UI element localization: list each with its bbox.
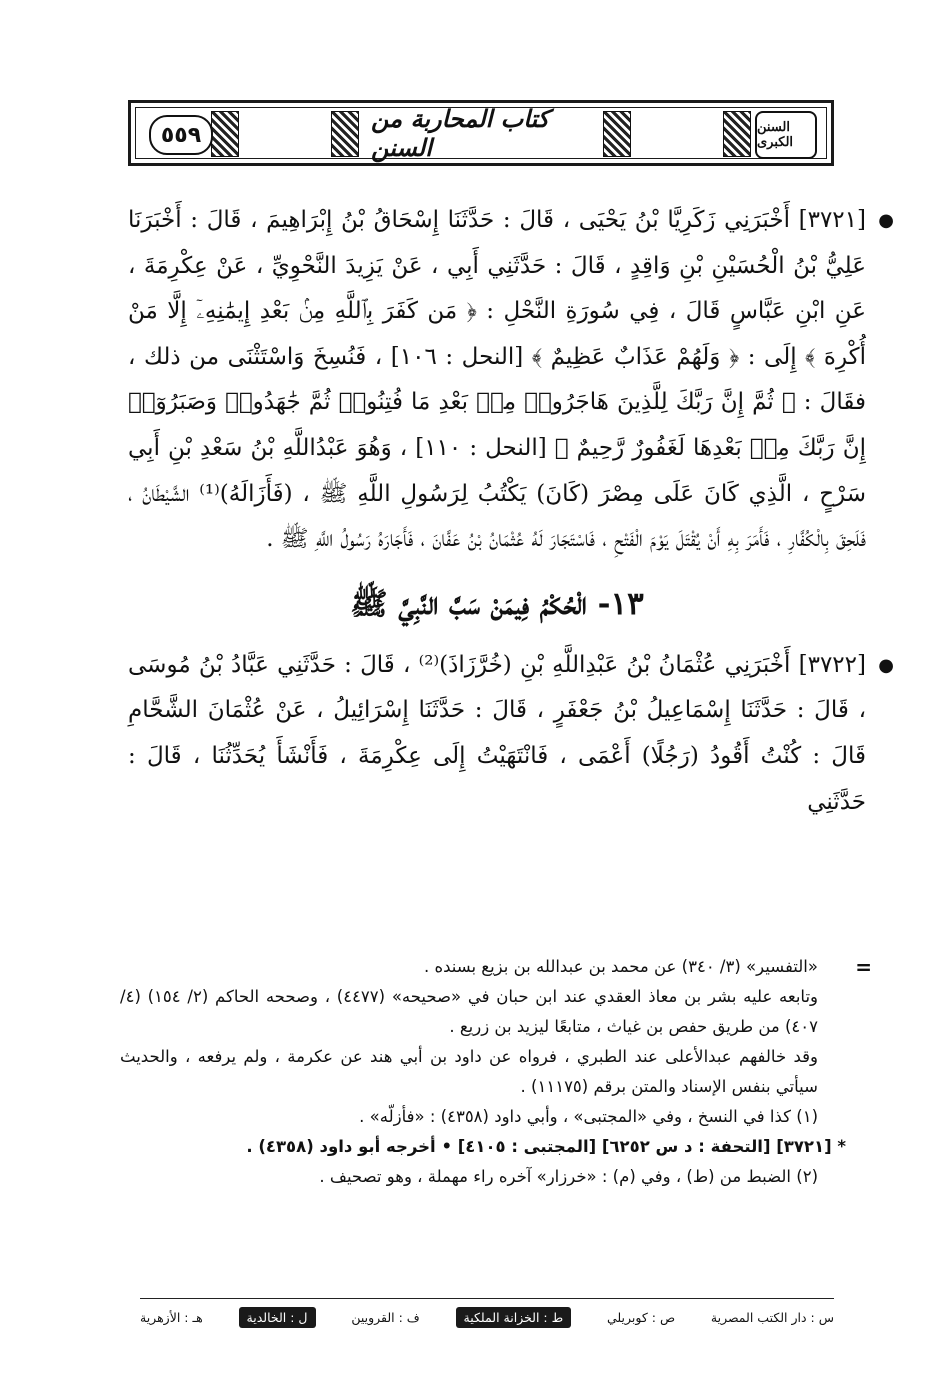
footnote-continuation xyxy=(120,952,872,982)
footnote-1: (١) كذا في النسخ ، وفي «المجتبى» ، وأبي داود (٤٣٥٨) : «فأزلّه» . xyxy=(359,1107,818,1126)
ornament-icon xyxy=(211,111,239,157)
takhrij-line: * [٣٧٢١] [التحفة : د س ٦٢٥٢] [المجتبى : ٤١٠٥] • أخرجه أبو داود (٤٣٥٨) . xyxy=(246,1137,846,1156)
book-emblem: السنن الكبرى xyxy=(755,111,817,159)
manuscript-key-item: هـ : الأزهرية xyxy=(140,1309,203,1325)
footnote-line-3: وقد خالفهم عبدالأعلى عند الطبري ، فرواه عن داود بن أبي هند عن عكرمة ، ولم يرفعه ، والحديث سيأتي بنفس الإسناد والمتن برقم (١١١٧٥) . xyxy=(120,1047,818,1096)
hadith-3722-text: [٣٧٢٢] أَخْبَرَنِي عُثْمَانُ بْنُ عَبْدِاللَّهِ بْنِ (خُرَّزَاذَ)⁽²⁾ ، قَالَ : حَدَّثَنِي عَبَّادُ بْنُ مُوسَى ، قَالَ : حَدَّثَنَا إِسْمَاعِيلُ بْنُ جَعْفَرٍ ، قَالَ : حَدَّثَنَا إِسْرَائِيلُ ، عَنْ عُثْمَانَ الشَّحَّامِ قَالَ : كُنْتُ أَقُودُ (رَجُلًا) أَعْمَى ، فَانْتَهَيْتُ إِلَى عِكْرِمَةَ ، فَأَنْشَأَ يُحَدِّثُنَا ، قَالَ : حَدَّثَنِي xyxy=(128,651,866,815)
footnote-line-2: وتابعه عليه بشر بن معاذ العقدي عند ابن حبان في «صحيحه» (٤٤٧٧) ، وصححه الحاكم (٢/ ١٥٤) (٤/ ٤٠٧) من طريق حفص بن غياث ، متابعًا ليزيد بن زريع . xyxy=(120,987,819,1036)
footer-rule xyxy=(140,1298,834,1299)
page-header xyxy=(128,100,834,166)
manuscript-key-item: س : دار الكتب المصرية xyxy=(710,1309,834,1325)
section-heading: ١٣- الْحُكْمُ فِيمَنْ سَبَّ النَّبِيَّ ﷺ xyxy=(350,585,644,622)
book-title: كتاب المحاربة من السنن xyxy=(371,104,550,162)
main-text xyxy=(128,198,894,825)
manuscript-key-item: ص : كوبريلي xyxy=(606,1309,676,1325)
manuscript-key-item: ف : القرويين xyxy=(351,1309,420,1325)
manuscript-key-item: ل : الخالدية xyxy=(239,1307,316,1328)
bullet-icon: ● xyxy=(878,654,894,676)
ornament-icon xyxy=(331,111,359,157)
manuscript-key-item: ط : الخزانة الملكية xyxy=(456,1307,572,1328)
hadith-3721 xyxy=(128,198,894,563)
continuation-mark: = xyxy=(855,955,872,979)
footnotes xyxy=(120,952,872,1192)
footnote-line-1: «التفسير» (٣/ ٣٤٠) عن محمد بن عبدالله بن بزيع بسنده . xyxy=(423,957,818,976)
ornament-icon xyxy=(603,111,631,157)
page-number: ٥٥٩ xyxy=(149,115,213,155)
hadith-3722 xyxy=(128,643,894,825)
footnote-2: (٢) الضبط من (ط) ، وفي (م) : «خرزار» آخره راء مهملة ، وهو تصحيف . xyxy=(319,1167,818,1186)
ornament-icon xyxy=(723,111,751,157)
manuscript-key xyxy=(140,1304,834,1330)
hadith-3721-text: [٣٧٢١] أَخْبَرَنِي زَكَرِيَّا بْنُ يَحْيَى ، قَالَ : حَدَّثَنَا إِسْحَاقُ بْنُ إِبْرَاهِيمَ ، قَالَ : أَخْبَرَنَا عَلِيُّ بْنُ الْحُسَيْنِ بْنِ وَاقِدٍ ، قَالَ : حَدَّثَنِي أَبِي ، عَنْ يَزِيدَ النَّحْوِيِّ ، عَنْ عِكْرِمَةَ ، عَنِ ابْنِ عَبَّاسٍ قَالَ ، فِي سُورَةِ النَّحْلِ : ﴿ مَن كَفَرَ بِٱللَّهِ مِنۢ بَعْدِ إِيمَٰنِهِۦٓ إِلَّا مَنْ أُكْرِهَ ﴾ إِلَى : ﴿ وَلَهُمْ عَذَابٌ عَظِيمٌ ﴾ [النحل : ١٠٦] ، فَنُسِخَ وَاسْتَثْنَى من ذلك ، فقَالَ : ﴿ ثُمَّ إِنَّ رَبَّكَ لِلَّذِينَ هَاجَرُوا۟ مِنۢ بَعْدِ مَا فُتِنُوا۟ ثُمَّ جَٰهَدُوا۟ وَصَبَرُوٓا۟ إِنَّ رَبَّكَ مِنۢ بَعْدِهَا لَغَفُورٌ رَّحِيمٌ ﴾ [النحل : ١١٠] ، وَهُوَ عَبْدُاللَّهِ بْنُ سَعْدِ بْنِ أَبِي سَرْحٍ ، الَّذِي كَانَ عَلَى مِصْرَ (كَانَ) يَكْتُبُ لِرَسُولِ اللَّهِ ﷺ ، (فَأَزَالَهُ)⁽¹⁾ الشَّيْطَانُ ، فَلَحِقَ بِالْكُفَّارِ ، فَأَمَرَ بِهِ أَنْ يُقْتَلَ يَوْمَ الْفَتْحِ ، فَاسْتَجَارَ لَهُ عُثْمَانُ بْنُ عَفَّانَ ، فَأَجَارَهُ رَسُولُ اللَّهِ ﷺ . xyxy=(128,207,867,553)
bullet-icon: ● xyxy=(878,210,894,231)
